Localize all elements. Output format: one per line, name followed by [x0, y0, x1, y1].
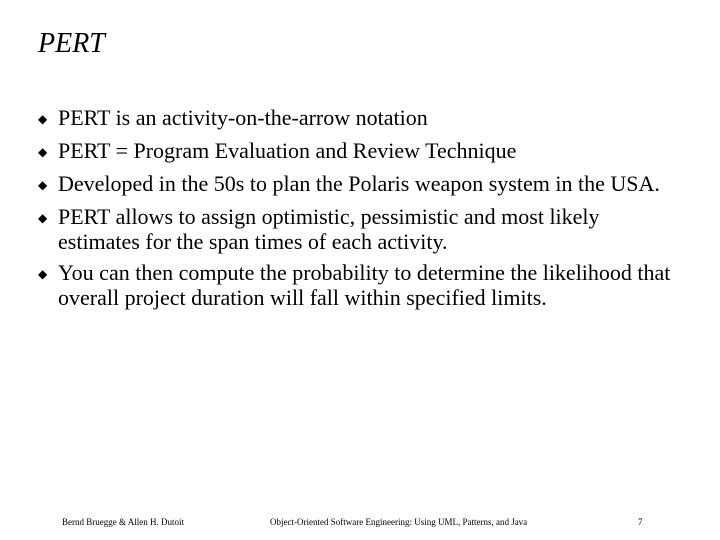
bullet-item	[38, 105, 683, 132]
diamond-bullet-icon: ◆	[38, 178, 48, 192]
bullet-list	[38, 105, 683, 316]
footer-authors: Bernd Bruegge & Allen H. Dutoit	[62, 517, 184, 527]
bullet-text: PERT = Program Evaluation and Review Technique	[58, 138, 517, 163]
diamond-bullet-icon: ◆	[38, 267, 48, 281]
bullet-text: You can then compute the probability to determine the likelihood that overall project duration will fall within specified limits.	[58, 260, 671, 310]
bullet-item	[38, 138, 683, 165]
diamond-bullet-icon: ◆	[38, 112, 48, 126]
footer-page-number: 7	[638, 517, 643, 527]
slide-title: PERT	[38, 28, 105, 59]
bullet-text: PERT allows to assign optimistic, pessimistic and most likely estimates for the span times of each activity.	[58, 204, 600, 254]
diamond-bullet-icon: ◆	[38, 145, 48, 159]
bullet-item	[38, 204, 683, 254]
footer-book-title: Object-Oriented Software Engineering: Using UML, Patterns, and Java	[270, 517, 528, 527]
bullet-item	[38, 171, 683, 198]
bullet-text: Developed in the 50s to plan the Polaris weapon system in the USA.	[58, 171, 660, 196]
bullet-text: PERT is an activity-on-the-arrow notation	[58, 105, 428, 130]
bullet-item	[38, 260, 683, 310]
diamond-bullet-icon: ◆	[38, 211, 48, 225]
